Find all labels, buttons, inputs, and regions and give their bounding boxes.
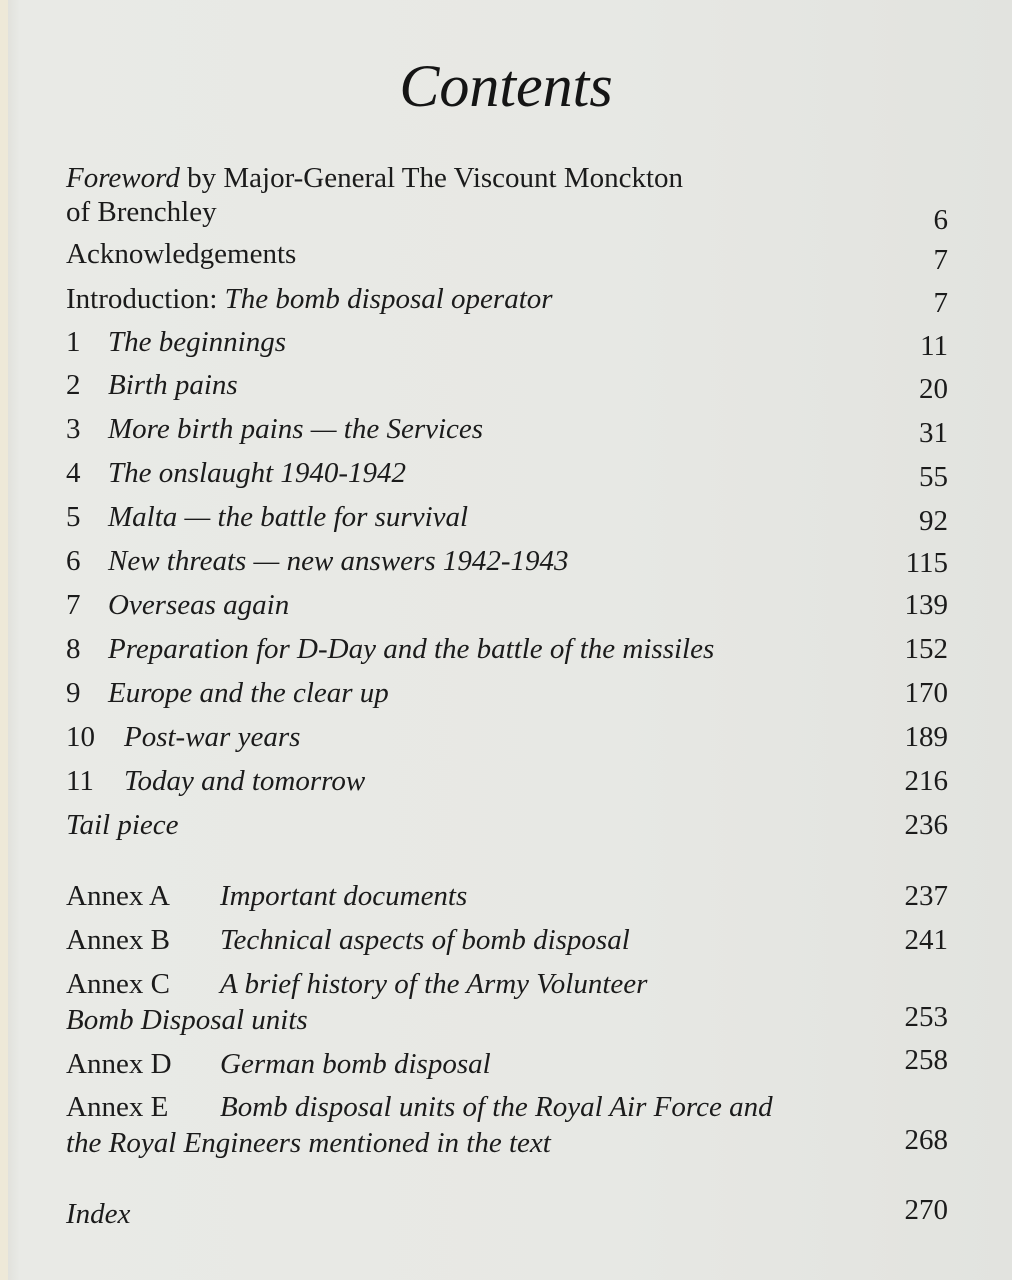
chapter-number: 2 <box>66 369 81 401</box>
annex-title: Important documents <box>220 880 468 912</box>
entry-title: Index <box>66 1198 131 1230</box>
annex-title: German bomb disposal <box>220 1048 491 1080</box>
annex-label: Annex E <box>66 1091 169 1123</box>
page-number: 258 <box>904 1044 948 1076</box>
page-number: 139 <box>904 589 948 621</box>
foreword-text-line2: of Brenchley <box>66 196 217 228</box>
page-number: 241 <box>904 924 948 956</box>
chapter-number: 9 <box>66 677 81 709</box>
annex-title-line2: Bomb Disposal units <box>66 1004 308 1036</box>
page-number: 92 <box>919 505 948 537</box>
annex-title: Bomb disposal units of the Royal Air Force and <box>220 1091 773 1123</box>
chapter-title: Today and tomorrow <box>124 765 366 797</box>
chapter-number: 5 <box>66 501 81 533</box>
chapter-title: Post-war years <box>124 721 301 753</box>
page-number: 170 <box>904 677 948 709</box>
introduction-title: The bomb disposal operator <box>224 283 553 315</box>
chapter-number: 4 <box>66 457 81 489</box>
chapter-number: 8 <box>66 633 81 665</box>
chapter-number: 11 <box>66 765 94 797</box>
foreword-text: by Major-General The Viscount Monckton <box>179 162 684 194</box>
page-number: 236 <box>904 809 948 841</box>
annex-label: Annex D <box>66 1048 172 1080</box>
page-number: 268 <box>904 1124 948 1156</box>
page-number: 152 <box>904 633 948 665</box>
entry-title: Tail piece <box>66 809 179 841</box>
chapter-title: More birth pains — the Services <box>108 413 484 445</box>
chapter-number: 1 <box>66 326 81 358</box>
chapter-number: 10 <box>66 721 95 753</box>
annex-label: Annex C <box>66 968 170 1000</box>
annex-title-line2: the Royal Engineers mentioned in the text <box>66 1127 551 1159</box>
chapter-title: Malta — the battle for survival <box>108 501 469 533</box>
page-number: 253 <box>904 1001 948 1033</box>
page-number: 20 <box>919 373 948 405</box>
chapter-title: Overseas again <box>108 589 290 621</box>
annex-title: Technical aspects of bomb disposal <box>220 924 630 956</box>
page-number: 7 <box>933 244 948 276</box>
chapter-number: 3 <box>66 413 81 445</box>
annex-label: Annex A <box>66 880 170 912</box>
chapter-title: The beginnings <box>108 326 287 358</box>
entry-title: Acknowledgements <box>66 238 297 270</box>
chapter-number: 6 <box>66 545 81 577</box>
foreword-label: Foreword <box>66 162 180 194</box>
page-number: 31 <box>919 417 948 449</box>
page-number: 11 <box>920 330 948 362</box>
chapter-title: New threats — new answers 1942-1943 <box>108 545 569 577</box>
annex-title: A brief history of the Army Volunteer <box>220 968 648 1000</box>
page-number: 216 <box>904 765 948 797</box>
chapter-title: Europe and the clear up <box>108 677 389 709</box>
page-number: 189 <box>904 721 948 753</box>
chapter-title: Birth pains <box>108 369 238 401</box>
chapter-title: The onslaught 1940-1942 <box>108 457 407 489</box>
page-number: 6 <box>933 204 948 236</box>
page-number: 270 <box>904 1194 948 1226</box>
introduction-label: Introduction: <box>66 283 225 315</box>
page-number: 237 <box>904 880 948 912</box>
page-number: 115 <box>905 547 948 579</box>
chapter-title: Preparation for D-Day and the battle of the missiles <box>108 633 715 665</box>
page-number: 7 <box>933 287 948 319</box>
page-title: Contents <box>399 53 613 119</box>
annex-label: Annex B <box>66 924 170 956</box>
page-number: 55 <box>919 461 948 493</box>
chapter-number: 7 <box>66 589 81 621</box>
